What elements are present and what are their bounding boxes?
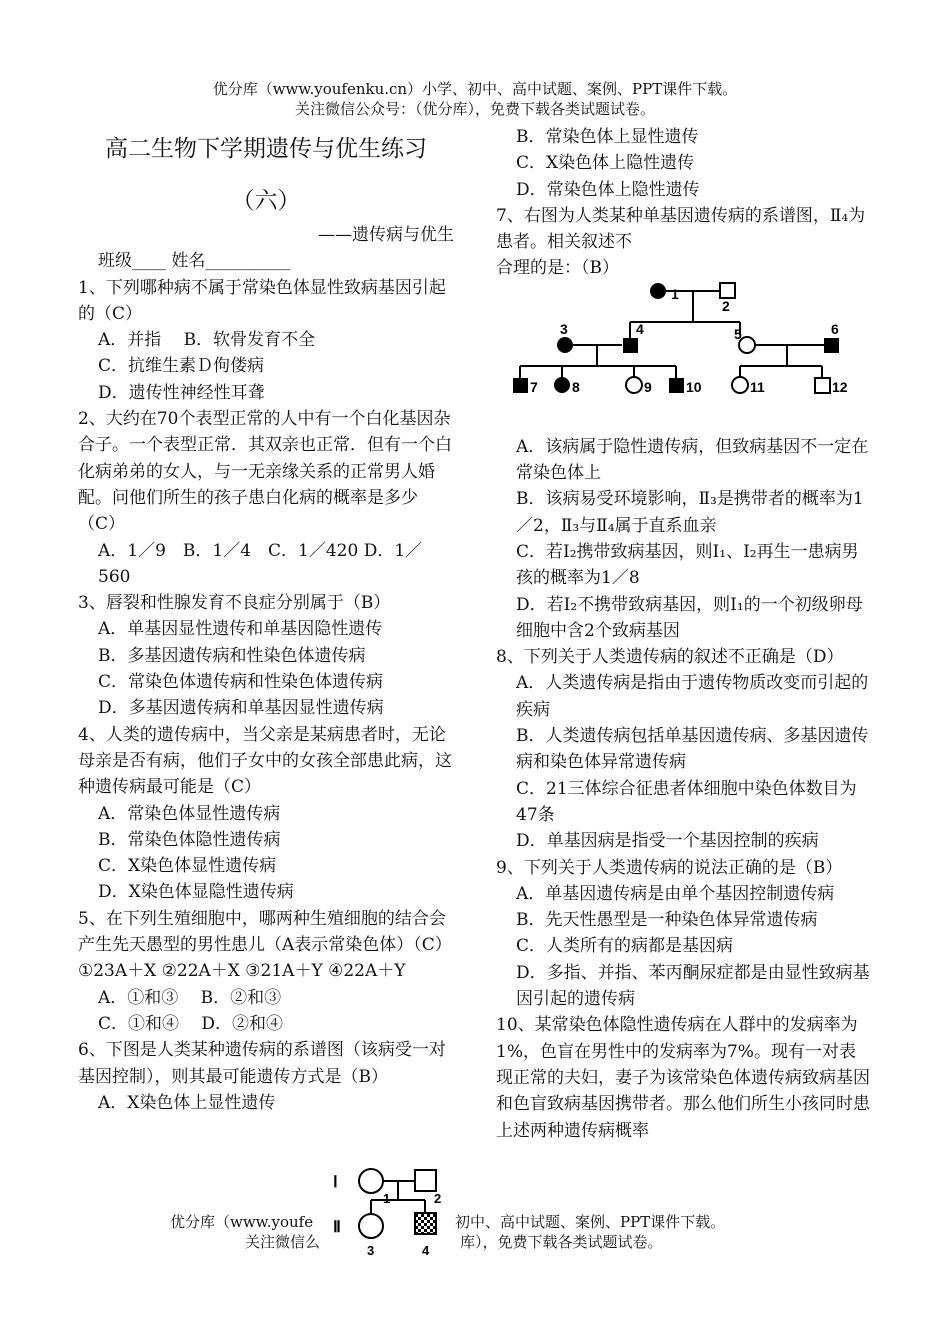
left-question-line: B．常染色体隐性遗传病 bbox=[98, 829, 281, 850]
right-question-line: C．若Ⅰ₂携带致病基因，则Ⅰ₁、Ⅰ₂再生一患病男孩的概率为1／8 bbox=[516, 541, 859, 589]
right-column bbox=[496, 124, 872, 1144]
ped7-label-4: 4 bbox=[636, 321, 644, 337]
ped6-label-3: 3 bbox=[367, 1243, 375, 1258]
right-question-line: D．单基因病是指受一个基因控制的疾病 bbox=[516, 831, 819, 852]
pedigree-q7-I2 bbox=[720, 283, 735, 298]
left-question-line: C．①和④ D．②和④ bbox=[98, 1013, 284, 1034]
left-question-line: A．X染色体上显性遗传 bbox=[98, 1092, 276, 1113]
ped6-label-4: 4 bbox=[422, 1243, 430, 1258]
right-question-line: A．该病属于隐性遗传病，但致病基因不一定在常染色体上 bbox=[516, 436, 869, 484]
right-question-line: B．人类遗传病包括单基因遗传病、多基因遗传病和染色体异常遗传病 bbox=[516, 726, 869, 773]
ped7-label-7: 7 bbox=[530, 379, 538, 395]
left-column bbox=[78, 132, 454, 1116]
right-question-top-line: 合理的是：（B） bbox=[496, 258, 619, 279]
pedigree-q7-III12 bbox=[815, 378, 830, 393]
ped7-label-9: 9 bbox=[644, 379, 652, 395]
left-question-line: 2、大约在70个表型正常的人中有一个白化基因杂合子。一个表型正常．其双亲也正常．但有一个白化病弟弟的女人，与一无亲缘关系的正常男人婚配。问他们所生的孩子患白化病的概率是多少（C） bbox=[78, 409, 452, 535]
left-question-line: A．①和③ B．②和③ bbox=[98, 987, 282, 1008]
pedigree-q6-II4 bbox=[415, 1213, 436, 1234]
right-question-list bbox=[496, 434, 872, 1144]
left-question-line: 3、唇裂和性腺发育不良症分别属于（B） bbox=[78, 593, 391, 614]
pedigree-q7-I1 bbox=[650, 283, 666, 299]
pedigree-q7-III11 bbox=[732, 377, 748, 393]
right-question-line: B．先天性愚型是一种染色体异常遗传病 bbox=[516, 910, 818, 931]
footer-line-2b: 库），免费下载各类试题试卷。 bbox=[460, 1233, 663, 1251]
right-question-line: 9、下列关于人类遗传病的说法正确的是（B） bbox=[496, 857, 843, 878]
header-line-1: 优分库（www.youfenku.cn）小学、初中、高中试题、案例、PPT课件下载。 bbox=[212, 80, 738, 98]
right-question-top-line: C．X染色体上隐性遗传 bbox=[516, 153, 695, 174]
right-question-top-line: 7、右图为人类某种单基因遗传病的系谱图，Ⅱ₄为患者。相关叙述不 bbox=[496, 205, 866, 253]
left-question-line: A．常染色体显性遗传病 bbox=[98, 803, 281, 824]
left-question-line: 1、下列哪种病不属于常染色体显性致病基因引起的（C） bbox=[78, 277, 446, 324]
ped7-label-2: 2 bbox=[722, 298, 730, 314]
left-question-line: B．多基因遗传病和性染色体遗传病 bbox=[98, 645, 366, 666]
ped7-label-5: 5 bbox=[734, 326, 742, 342]
left-question-line: ①23A＋X ②22A＋X ③21A＋Y ④22A＋Y bbox=[78, 961, 406, 982]
ped7-label-6: 6 bbox=[831, 321, 839, 337]
right-question-list-top bbox=[496, 124, 872, 282]
ped7-label-8: 8 bbox=[572, 379, 580, 395]
class-name-line: 班级____ 姓名__________ bbox=[98, 251, 291, 272]
left-question-line: C．常染色体遗传病和性染色体遗传病 bbox=[98, 672, 384, 693]
pedigree-q6-I2 bbox=[415, 1170, 436, 1191]
right-question-top-line: B．常染色体上显性遗传 bbox=[516, 127, 699, 147]
left-question-line: 4、人类的遗传病中，当父亲是某病患者时，无论母亲是否有病，他们子女中的女孩全部患此病，这种遗传病最可能是（C） bbox=[78, 724, 452, 798]
left-question-line: D．多基因遗传病和单基因显性遗传病 bbox=[98, 698, 384, 719]
ped6-label-1: 1 bbox=[383, 1191, 391, 1206]
pedigree-q7 bbox=[500, 278, 860, 398]
left-question-line: D．遗传性神经性耳聋 bbox=[98, 382, 265, 403]
left-question-line: C．抗维生素Ｄ佝偻病 bbox=[98, 356, 265, 377]
ped6-label-2: 2 bbox=[434, 1191, 442, 1206]
ped7-label-11: 11 bbox=[750, 379, 765, 395]
right-question-line: A．单基因遗传病是由单个基因控制遗传病 bbox=[516, 883, 835, 904]
right-question-line: D．多指、并指、苯丙酮尿症都是由显性致病基因引起的遗传病 bbox=[516, 962, 870, 1010]
ped6-gen-II: Ⅱ bbox=[333, 1219, 341, 1236]
left-question-line: A．单基因显性遗传和单基因隐性遗传 bbox=[98, 619, 383, 640]
left-question-list bbox=[78, 275, 454, 1117]
right-question-line: 10、某常染色体隐性遗传病在人群中的发病率为1%，色盲在男性中的发病率为7%。现有一对表现正常的夫妇，妻子为该常染色体遗传病致病基因和色盲致病基因携带者。那么他们所生小孩同时患上述两种遗传病概率 bbox=[496, 1015, 870, 1141]
right-question-line: B．该病易受环境影响，Ⅱ₃是携带者的概率为1／2，Ⅱ₃与Ⅱ₄属于直系血亲 bbox=[516, 489, 864, 536]
pedigree-q7-II3 bbox=[557, 337, 573, 353]
doc-subtitle: ——遗传病与优生 bbox=[318, 225, 454, 245]
left-question-line: A．并指 B．软骨发育不全 bbox=[98, 330, 316, 351]
ped7-label-3: 3 bbox=[560, 321, 568, 337]
right-question-line: 8、下列关于人类遗传病的叙述不正确是（D） bbox=[496, 647, 844, 668]
pedigree-q7-III7 bbox=[513, 378, 528, 393]
pedigree-q6 bbox=[325, 1160, 455, 1260]
right-question-line: A．人类遗传病是指由于遗传物质改变而引起的疾病 bbox=[516, 673, 869, 720]
right-question-line: C．人类所有的病都是基因病 bbox=[516, 936, 734, 957]
left-question-line: D．X染色体显隐性遗传病 bbox=[98, 882, 294, 903]
left-question-line: 6、下图是人类某种遗传病的系谱图（该病受一对基因控制），则其最可能遗传方式是（B） bbox=[78, 1040, 446, 1087]
header-line-2: 关注微信公众号：（优分库），免费下载各类试题试卷。 bbox=[294, 100, 655, 118]
ped7-label-10: 10 bbox=[686, 379, 702, 395]
pedigree-q6-I1 bbox=[359, 1169, 383, 1193]
pedigree-q7-II6 bbox=[824, 338, 839, 353]
left-question-line: 5、在下列生殖细胞中，哪两种生殖细胞的结合会产生先天愚型的男性患儿（A表示常染色体）（C） bbox=[78, 908, 452, 956]
footer-line-1b: 初中、高中试题、案例、PPT课件下载。 bbox=[455, 1213, 726, 1231]
pedigree-q7-III9 bbox=[626, 377, 642, 393]
pedigree-q6-II3 bbox=[359, 1214, 383, 1238]
footer-line-1a: 优分库（www.youfe bbox=[170, 1213, 314, 1231]
pedigree-q7-III8 bbox=[554, 377, 570, 393]
doc-title-2: （六） bbox=[231, 188, 301, 214]
left-question-line: C．X染色体显性遗传病 bbox=[98, 856, 277, 877]
pedigree-q7-II4 bbox=[623, 338, 638, 353]
ped6-gen-I: Ⅰ bbox=[333, 1174, 338, 1191]
doc-title: 高二生物下学期遗传与优生练习 bbox=[105, 136, 427, 162]
pedigree-q7-III10 bbox=[669, 378, 684, 393]
ped7-label-12: 12 bbox=[832, 379, 848, 395]
right-question-line: C．21三体综合征患者体细胞中染色体数目为47条 bbox=[516, 778, 857, 825]
right-question-line: D．若Ⅰ₂不携带致病基因，则Ⅰ₁的一个初级卵母细胞中含2个致病基因 bbox=[516, 594, 863, 641]
footer-line-2a: 关注微信么 bbox=[245, 1233, 321, 1251]
ped7-label-1: 1 bbox=[671, 286, 679, 302]
left-question-line: A．1／9 B．1／4 C．1／420 D．1／560 bbox=[98, 540, 423, 587]
right-question-top-line: D．常染色体上隐性遗传 bbox=[516, 179, 700, 200]
